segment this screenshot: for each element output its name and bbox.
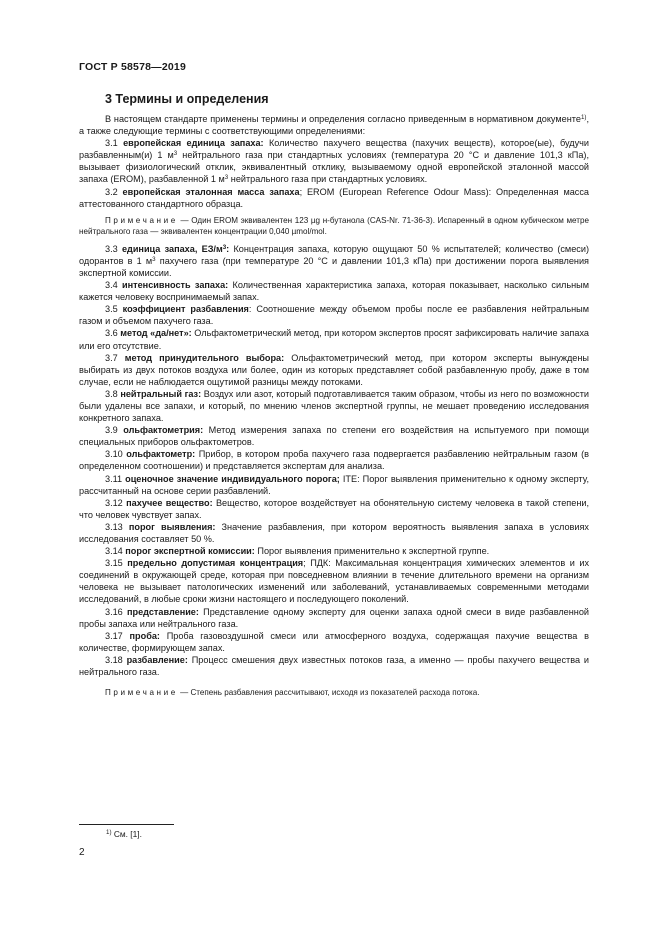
term-3-1: 3.1 европейская единица запаха: Количество пахучего вещества (пахучих веществ), которое(ые), будучи разбавленным(и) 1 $м^3$ нейтрального газа при стандартных условиях (температура 20 °С и давление 101,3 кПа), вызывает физиологический отклик, эквивалентный отклику, вызываемому одной европейской эталонной массой запаха (EROM), разбавленной 1 $м^3$ нейтрального газа при стандартных условиях. (79, 138, 589, 185)
term-3-11: 3.11 оценочное значение индивидуального порога; ITE: Порог выявления применительно к одному эксперту, рассчитанный на основе серии разбавлений. (79, 473, 589, 496)
term-3-8: 3.8 нейтральный газ: Воздух или азот, который подготавливается таким образом, чтобы из него по возможности были удалены все запахи, и который, по мнению членов экспертной группы, не мешает проведению исследования конкретного запаха. (79, 388, 589, 424)
term-3-5: 3.5 коэффициент разбавления: Соотношение между объемом пробы после ее разбавления нейтральным газом и объемом пахучего газа. (79, 304, 589, 327)
term-title: метод принудительного выбора: (124, 352, 285, 363)
term-3-16: 3.16 представление: Представление одному эксперту для оценки запаха одной смеси в виде разбавленной пробы запаха или нейтрального газа. (79, 606, 590, 629)
term-3-10: 3.10 ольфактометр: Прибор, в котором проба пахучего газа подвергается разбавлению нейтральным газом (в определенном соотношении) и представляется экспертам для анализа. (79, 449, 589, 472)
term-title: ольфактометрия: (123, 425, 204, 436)
term-title: предельно допустимая концентрация (127, 558, 304, 569)
term-title: нейтральный газ: (120, 388, 202, 399)
term-title: пахучее вещество: (126, 497, 213, 508)
term-title: метод «да/нет»: (120, 328, 192, 339)
term-3-6: 3.6 метод «да/нет»: Ольфактометрический метод, при котором экспертов просят зафиксировать наличие запаха или его отсутствие. (79, 328, 589, 351)
term-3-14: 3.14 порог экспертной комиссии: Порог выявления применительно к экспертной группе. (105, 546, 490, 557)
term-3-12: 3.12 пахучее вещество: Вещество, которое воздействует на обонятельную систему человека в такой степени, что человек чувствует запах. (79, 497, 589, 520)
term-title: единица запаха, $ЕЗ/м^3$: (121, 243, 230, 254)
note-1: Примечание — Один EROM эквивалентен 123 µg н-бутанола (CAS-Nr. 71-36-3). Испаренный в одном кубическом метре нейтрального газа — эквивалентен концентрации 0,040 µmol/mol. (79, 215, 589, 236)
term-title: интенсивность запаха: (122, 280, 229, 291)
note-label: Примечание (105, 688, 178, 698)
term-3-7: 3.7 метод принудительного выбора: Ольфактометрический метод, при котором эксперты вынуждены выбирать из двух потоков воздуха или более, один из которых представляет собой разбавленную пробу, даже в том случае, если не наблюдается ощутимой разницы между потоками. (79, 352, 589, 387)
term-3-18: 3.18 разбавление: Процесс смешения двух известных потоков газа, а именно — пробы пахучего вещества и нейтрального газа. (79, 654, 589, 678)
term-title: европейская единица запаха: (123, 138, 264, 149)
section-heading: 3 Термины и определения (105, 92, 269, 106)
term-title: порог выявления: (128, 521, 216, 532)
term-title: ольфактометр: (126, 449, 196, 460)
footnote-separator (79, 824, 174, 825)
footnote: $^{1)}$ См. [1]. (106, 829, 142, 839)
standard-designation: ГОСТ Р 58578—2019 (79, 61, 187, 73)
term-3-9: 3.9 ольфактометрия: Метод измерения запаха по степени его воздействия на испытуемого при помощи специальных приборов ольфактометров. (79, 425, 589, 448)
note-label: Примечание (105, 215, 178, 225)
term-title: оценочное значение индивидуального порога; (125, 473, 340, 484)
term-title: коэффициент разбавления (122, 304, 249, 315)
term-3-13: 3.13 порог выявления: Значение разбавления, при котором вероятность выявления запаха в условиях исследования составляет 50 %. (79, 521, 589, 544)
term-3-4: 3.4 интенсивность запаха: Количественная характеристика запаха, которая показывает, насколько сильным кажется человеку воспринимаемый запах. (79, 280, 589, 303)
term-3-17: 3.17 проба: Проба газовоздушной смеси или атмосферного воздуха, содержащая пахучие вещества в количестве, формирующем запах. (79, 630, 589, 653)
term-title: порог экспертной комиссии: (125, 546, 255, 557)
page-body (79, 92, 589, 704)
note-2: Примечание — Степень разбавления рассчитывают, исходя из показателей расхода потока. (105, 688, 480, 698)
term-3-2: 3.2 европейская эталонная масса запаха; EROM (European Reference Odour Mass): Определенная масса аттестованного стандартного образца. (79, 186, 590, 209)
term-title: проба: (129, 630, 160, 641)
footnote-ref[interactable]: 1) (580, 114, 587, 121)
term-title: разбавление: (126, 654, 188, 665)
footnote-mark: 1) (106, 829, 112, 836)
term-title: представление: (127, 606, 199, 617)
term-3-3: 3.3 единица запаха, $ЕЗ/м^3$: Концентрация запаха, которую ощущают 50 % испытателей; количество (смеси) одорантов в 1 $м^3$ пахучего газа (при температуре 20 °С и давлении 101,3 кПа) при достижении порога выявления экспертной комиссии. (79, 243, 589, 278)
term-title: европейская эталонная масса запаха (122, 186, 300, 197)
page-number: 2 (79, 847, 85, 858)
intro-paragraph: В настоящем стандарте применены термины и определения согласно приведенным в нормативном документе$^{1)}$, а также следующие термины с соответствующими определениями: (79, 114, 589, 137)
term-3-15: 3.15 предельно допустимая концентрация; ПДК: Максимальная концентрация химических элементов и их соединений в окружающей среде, которая при повседневном влиянии в течение длительного времени на организм человека не вызывает патологических изменений или заболеваний, устанавливаемых современными методами исследований, в любые сроки жизни настоящего и последующего поколений. (79, 558, 590, 605)
